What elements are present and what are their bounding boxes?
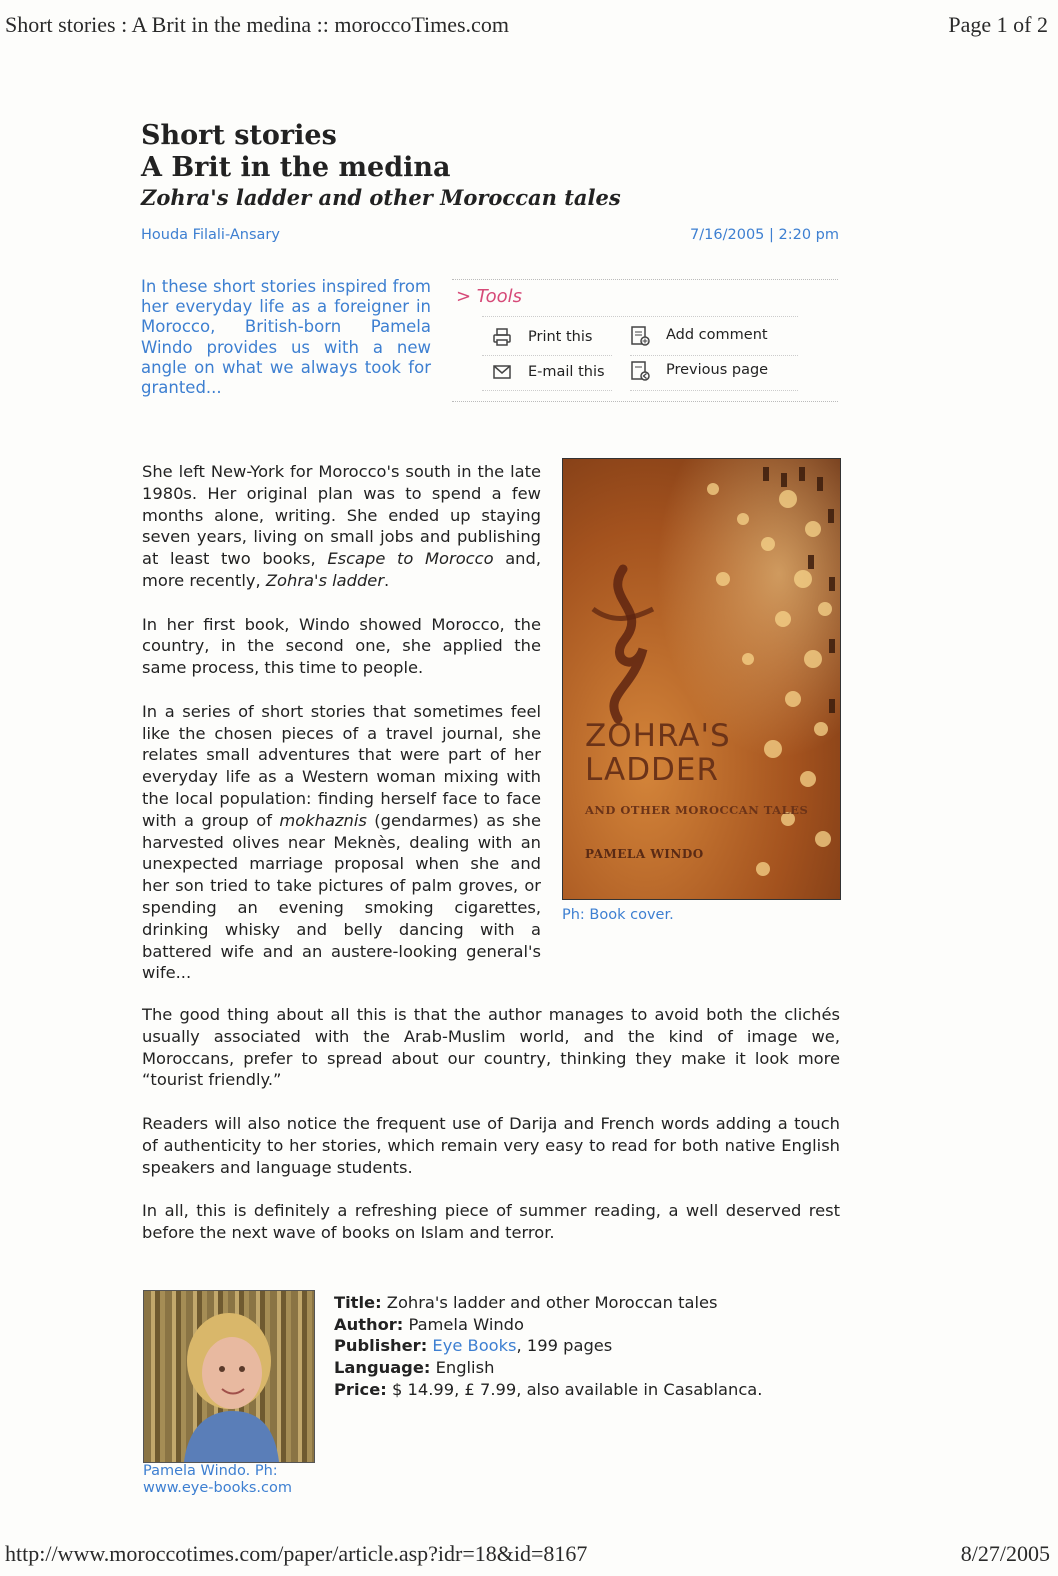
byline[interactable]: Houda Filali-Ansary — [141, 227, 280, 243]
author-photo — [143, 1290, 315, 1463]
tools-divider — [482, 316, 798, 317]
article-header — [141, 120, 861, 212]
article-body-full — [142, 1004, 840, 1266]
add-comment-label: Add comment — [666, 327, 768, 343]
info-publisher: Publisher: Eye Books, 199 pages — [334, 1336, 613, 1356]
paragraph: The good thing about all this is that the author manages to avoid both the clichés usually associated with the Arab-Muslim world, and the kind of image we, Moroccans, prefer to spread about our country, thinking they make it look more “tourist friendly.” — [142, 1005, 840, 1090]
info-author: Author: Pamela Windo — [334, 1314, 524, 1334]
lead-text: In these short stories inspired from her everyday life as a foreigner in Morocco, British-born Pamela Windo provides us with a new angle on what we always took for granted... — [141, 277, 431, 398]
paragraph: In her first book, Windo showed Morocco, the country, in the second one, she applied the same process, this time to people. — [142, 614, 541, 678]
cover-title-line2: LADDER — [585, 752, 720, 788]
cover-art — [563, 459, 840, 899]
previous-page-label: Previous page — [666, 362, 769, 378]
publisher-link[interactable]: Eye Books — [432, 1336, 517, 1356]
paragraph: Readers will also notice the frequent use of Darija and French words adding a touch of authenticity to her stories, which remain very easy to read for both native English speakers and language students. — [142, 1113, 840, 1177]
caption-link[interactable]: www.eye-books.com — [143, 1480, 292, 1496]
section-title: Short stories — [141, 120, 337, 151]
previous-page-icon — [630, 360, 650, 380]
print-header-page: Page 1 of 2 — [948, 12, 1048, 37]
article-title: A Brit in the medina — [141, 152, 451, 183]
print-label: Print this — [528, 329, 593, 345]
dateline: 7/16/2005 | 2:20 pm — [690, 227, 839, 243]
info-title: Title: Zohra's ladder and other Moroccan tales — [334, 1293, 718, 1312]
cover-title-line1: ZOHRA'S — [585, 718, 731, 754]
paragraph: In all, this is definitely a refreshing piece of summer reading, a well deserved rest before the next wave of books on Islam and terror. — [142, 1201, 840, 1242]
book-info — [334, 1292, 834, 1401]
printer-icon — [492, 327, 512, 347]
tools-title: > Tools — [456, 286, 522, 307]
book-cover-image — [562, 458, 841, 900]
tools-divider — [482, 355, 612, 356]
info-language: Language: English — [334, 1358, 495, 1378]
print-footer-url: http://www.moroccotimes.com/paper/article.asp?idr=18&id=8167 — [5, 1541, 588, 1566]
author-photo-caption — [143, 1463, 292, 1497]
previous-page-button[interactable] — [630, 360, 768, 380]
envelope-icon — [492, 362, 512, 382]
article-subtitle: Zohra's ladder and other Moroccan tales — [141, 185, 621, 210]
article-body-column — [142, 461, 541, 1006]
cover-author: PAMELA WINDO — [585, 847, 704, 861]
info-price: Price: $ 14.99, £ 7.99, also available in Casablanca. — [334, 1379, 763, 1399]
email-button[interactable] — [492, 362, 605, 382]
tools-divider — [630, 355, 798, 356]
add-comment-button[interactable] — [630, 325, 768, 345]
tools-divider — [482, 390, 612, 391]
add-comment-icon — [630, 325, 650, 345]
paragraph: She left New-York for Morocco's south in the late 1980s. Her original plan was to spend a few months alone, writing. She ended up staying seven years, living on small jobs and publishing at least two books, Escape to Morocco and, more recently, Zohra's ladder. — [142, 462, 541, 590]
print-header-title: Short stories : A Brit in the medina :: moroccoTimes.com — [5, 12, 509, 37]
email-label: E-mail this — [528, 364, 605, 380]
book-cover-caption: Ph: Book cover. — [562, 907, 674, 923]
author-portrait — [144, 1291, 314, 1462]
print-button[interactable] — [492, 327, 592, 347]
print-footer-date: 8/27/2005 — [960, 1541, 1050, 1566]
paragraph: In a series of short stories that sometimes feel like the chosen pieces of a travel journal, she relates small adventures that were part of her everyday life as a Western woman mixing with the local population: finding herself face to face with a group of mokhaznis (gendarmes) as she harvested olives near Meknès, dealing with an unexpected marriage proposal when she and her son tried to take pictures of palm groves, or spending an evening smoking cigarettes, drinking whisky and belly dancing with a battered wife and an austere-looking general's wife... — [142, 701, 541, 983]
caption-line: Pamela Windo. Ph: — [143, 1463, 278, 1479]
tools-divider — [630, 390, 798, 391]
tools-box — [452, 279, 838, 402]
cover-subtitle: AND OTHER MOROCCAN TALES — [585, 803, 809, 817]
